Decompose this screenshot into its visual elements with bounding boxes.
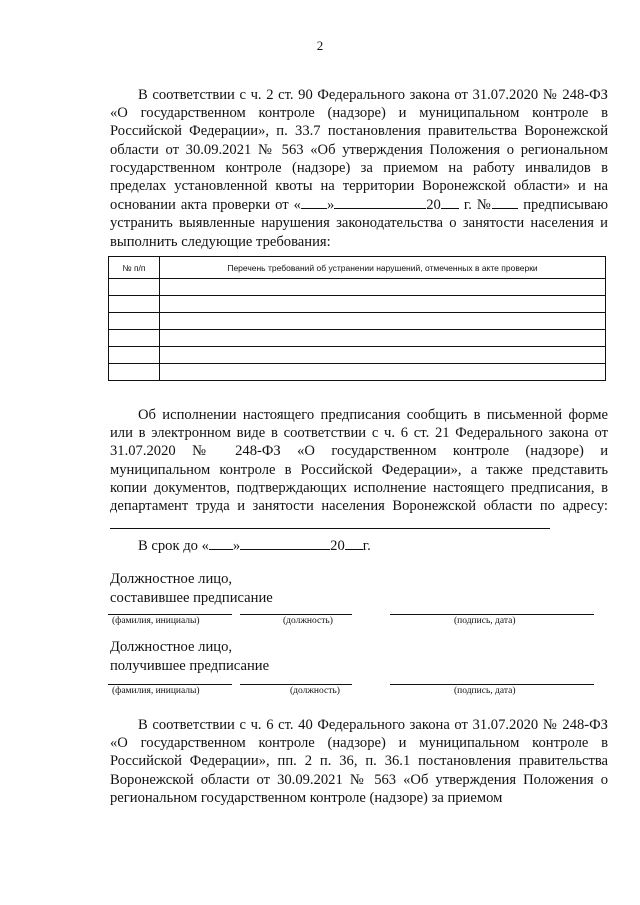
col-requirements-header: Перечень требований об устранении нарушений, отмеченных в акте проверки	[160, 257, 606, 279]
requirements-table	[108, 256, 606, 381]
table-cell[interactable]	[109, 364, 160, 381]
year-prefix: 20	[426, 197, 441, 214]
signature-name-line[interactable]	[108, 684, 232, 685]
paragraph-legal-basis	[110, 86, 608, 251]
number-sign: №	[476, 197, 493, 214]
signer2-title-line1: Должностное лицо,	[110, 639, 233, 655]
table-cell[interactable]	[160, 296, 606, 313]
address-blank[interactable]	[110, 515, 550, 529]
year-blank[interactable]	[441, 195, 459, 209]
deadline-year-blank[interactable]	[345, 536, 363, 550]
page-number: 2	[316, 38, 324, 53]
signature-position-line[interactable]	[240, 684, 352, 685]
year-suffix: г.	[463, 197, 472, 214]
act-number-blank[interactable]	[492, 195, 518, 209]
table-row	[109, 296, 606, 313]
caption-sign-date: (подпись, дата)	[454, 686, 516, 696]
table-header-row	[109, 257, 606, 279]
signer1-title-line2: составившее предписание	[110, 590, 273, 606]
table-row	[109, 347, 606, 364]
paragraph-legal-basis-text: В соответствии с ч. 2 ст. 90 Федерального закона от 31.07.2020 № 248-ФЗ «О государственном контроле (надзоре) и муниципальном контроле в Российской Федерации», п. 33.7 постановления правительства Воронежской области от 30.09.2021 № 563 «Об утверждения Положения о региональном государственном контроле (надзоре) за приемом на работу инвалидов в пределах установленной квоты на территории Воронежской области» и на основании акта проверки от «	[110, 87, 608, 214]
deadline-suffix: г.	[362, 538, 371, 554]
table-cell[interactable]	[109, 296, 160, 313]
deadline-prefix: В срок до «	[138, 538, 209, 554]
caption-name: (фамилия, инициалы)	[112, 686, 200, 696]
col-number-header: № п/п	[109, 257, 160, 279]
caption-position: (должность)	[290, 686, 340, 696]
caption-name: (фамилия, инициалы)	[112, 616, 200, 626]
table-cell[interactable]	[160, 364, 606, 381]
paragraph-legal-basis-end: предписываю устранить выявленные нарушения законодательства о занятости населения и выполнить следующие требования:	[110, 197, 608, 250]
table-cell[interactable]	[109, 279, 160, 296]
table-row	[109, 313, 606, 330]
caption-position: (должность)	[283, 616, 333, 626]
table-row	[109, 364, 606, 381]
table-cell[interactable]	[160, 347, 606, 364]
signer1-title-line1: Должностное лицо,	[110, 571, 233, 587]
deadline-mid: »	[232, 538, 241, 554]
signature-position-line[interactable]	[240, 614, 352, 615]
paragraph-appeal-text: В соответствии с ч. 6 ст. 40 Федерального закона от 31.07.2020 № 248-ФЗ «О государственном контроле (надзоре) и муниципальном контроле в Российской Федерации», пп. 2 п. 36, п. 36.1 постановления правительства Воронежской области от 30.09.2021 № 563 «Об утверждения Положения о региональном государственном контроле (надзоре) за приемом	[110, 717, 608, 806]
signature-sign-line[interactable]	[390, 614, 594, 615]
deadline-day-blank[interactable]	[209, 536, 233, 550]
table-cell[interactable]	[160, 279, 606, 296]
day-blank[interactable]	[301, 195, 327, 209]
paragraph-report	[110, 406, 608, 534]
paragraph-report-text: Об исполнении настоящего предписания сообщить в письменной форме или в электронном виде в соответствии с ч. 6 ст. 21 Федерального закона от 31.07.2020 № 248-ФЗ «О государственном контроле (надзоре) и муниципальном контроле в Российской Федерации», а также представить копии документов, подтверждающих исполнение настоящего предписания, в департамент труда и занятости населения Воронежской области по адресу:	[110, 407, 608, 515]
month-blank[interactable]	[334, 195, 426, 209]
deadline-year: 20	[330, 538, 345, 554]
signature-sign-line[interactable]	[390, 684, 594, 685]
signer2-title-line2: получившее предписание	[110, 658, 270, 674]
deadline-line	[138, 536, 371, 555]
table-cell[interactable]	[160, 313, 606, 330]
deadline-month-blank[interactable]	[240, 536, 330, 550]
table-cell[interactable]	[109, 347, 160, 364]
table-cell[interactable]	[109, 330, 160, 347]
quote-close: »	[326, 197, 335, 214]
table-cell[interactable]	[160, 330, 606, 347]
signature-name-line[interactable]	[108, 614, 232, 615]
table-row	[109, 279, 606, 296]
paragraph-appeal	[110, 716, 608, 807]
table-row	[109, 330, 606, 347]
table-cell[interactable]	[109, 313, 160, 330]
signature-row-receiver	[108, 684, 606, 714]
caption-sign-date: (подпись, дата)	[454, 616, 516, 626]
